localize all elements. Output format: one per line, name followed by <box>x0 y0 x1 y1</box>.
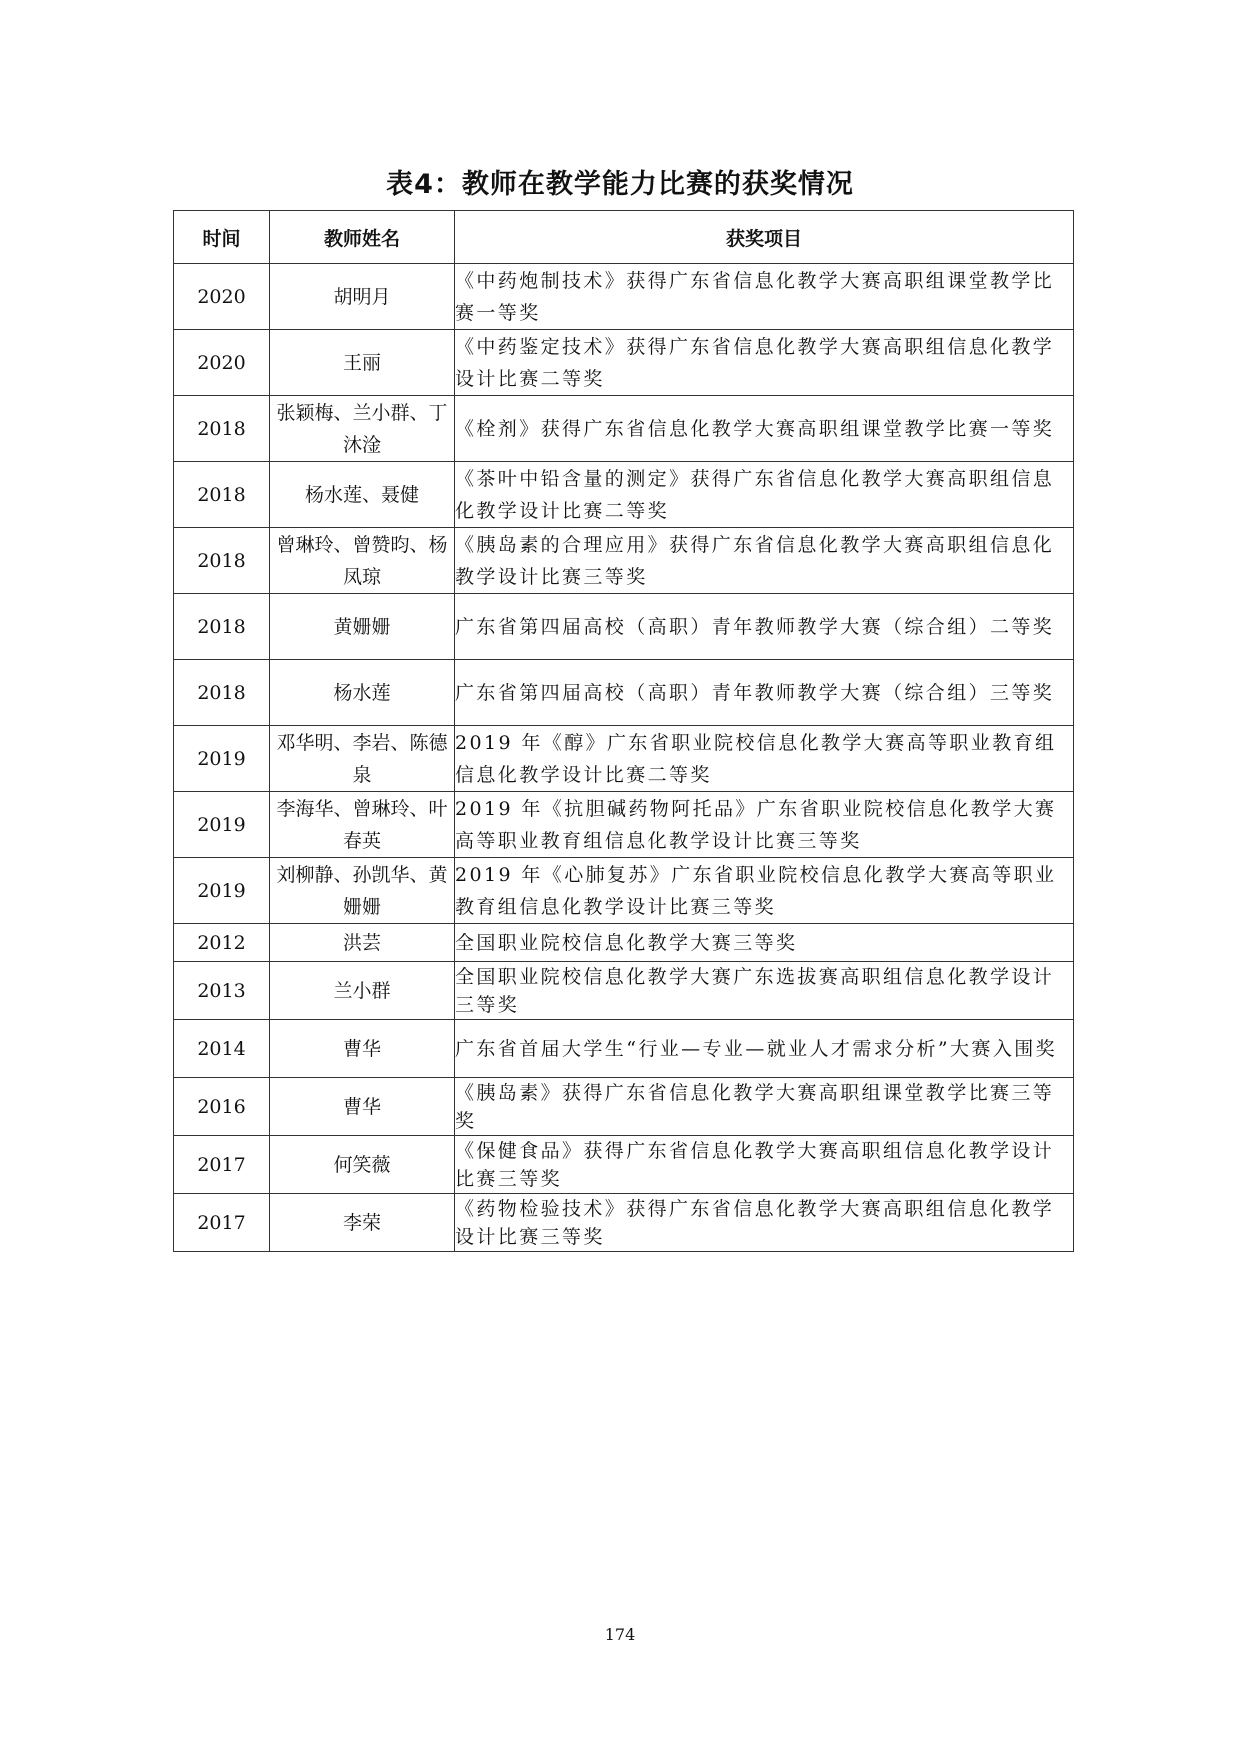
award-cell: 全国职业院校信息化教学大赛广东选拔赛高职组信息化教学设计三等奖 <box>455 962 1074 1020</box>
table-row <box>174 594 1074 660</box>
teacher-cell: 李荣 <box>270 1194 455 1252</box>
teacher-cell: 杨水莲、聂健 <box>270 462 455 528</box>
column-header-award: 获奖项目 <box>455 211 1074 264</box>
year-cell: 2017 <box>174 1136 270 1194</box>
page-title: 表4：教师在教学能力比赛的获奖情况 <box>386 169 854 200</box>
award-cell: 《胰岛素的合理应用》获得广东省信息化教学大赛高职组信息化教学设计比赛三等奖 <box>455 528 1074 594</box>
year-cell: 2018 <box>174 594 270 660</box>
table-row <box>174 726 1074 792</box>
teacher-cell: 王丽 <box>270 330 455 396</box>
award-cell: 广东省第四届高校（高职）青年教师教学大赛（综合组）二等奖 <box>455 594 1074 660</box>
year-cell: 2016 <box>174 1078 270 1136</box>
year-cell: 2020 <box>174 330 270 396</box>
year-cell: 2017 <box>174 1194 270 1252</box>
table-row <box>174 1020 1074 1078</box>
teacher-cell: 兰小群 <box>270 962 455 1020</box>
award-cell: 广东省第四届高校（高职）青年教师教学大赛（综合组）三等奖 <box>455 660 1074 726</box>
year-cell: 2014 <box>174 1020 270 1078</box>
teacher-cell: 张颖梅、兰小群、丁沐淦 <box>270 396 455 462</box>
teacher-cell: 曹华 <box>270 1020 455 1078</box>
year-cell: 2018 <box>174 396 270 462</box>
award-cell: 《胰岛素》获得广东省信息化教学大赛高职组课堂教学比赛三等奖 <box>455 1078 1074 1136</box>
awards-table <box>173 210 1074 1252</box>
award-cell: 广东省首届大学生“行业—专业—就业人才需求分析”大赛入围奖 <box>455 1020 1074 1078</box>
award-cell: 《栓剂》获得广东省信息化教学大赛高职组课堂教学比赛一等奖 <box>455 396 1074 462</box>
table-row <box>174 858 1074 924</box>
award-cell: 全国职业院校信息化教学大赛三等奖 <box>455 924 1074 962</box>
year-cell: 2013 <box>174 962 270 1020</box>
award-cell: 《保健食品》获得广东省信息化教学大赛高职组信息化教学设计比赛三等奖 <box>455 1136 1074 1194</box>
table-row <box>174 924 1074 962</box>
award-cell: 《中药鉴定技术》获得广东省信息化教学大赛高职组信息化教学设计比赛二等奖 <box>455 330 1074 396</box>
page-number: 174 <box>604 1625 636 1644</box>
table-row <box>174 962 1074 1020</box>
table-row <box>174 396 1074 462</box>
year-cell: 2018 <box>174 660 270 726</box>
table-row <box>174 1136 1074 1194</box>
column-header-time: 时间 <box>174 211 270 264</box>
table-row <box>174 264 1074 330</box>
table-row <box>174 462 1074 528</box>
teacher-cell: 邓华明、李岩、陈德泉 <box>270 726 455 792</box>
award-cell: 《药物检验技术》获得广东省信息化教学大赛高职组信息化教学设计比赛三等奖 <box>455 1194 1074 1252</box>
year-cell: 2012 <box>174 924 270 962</box>
teacher-cell: 刘柳静、孙凯华、黄姗姗 <box>270 858 455 924</box>
year-cell: 2018 <box>174 528 270 594</box>
award-cell: 2019 年《心肺复苏》广东省职业院校信息化教学大赛高等职业教育组信息化教学设计比赛三等奖 <box>455 858 1074 924</box>
column-header-teacher: 教师姓名 <box>270 211 455 264</box>
teacher-cell: 何笑薇 <box>270 1136 455 1194</box>
year-cell: 2019 <box>174 726 270 792</box>
award-cell: 2019 年《抗胆碱药物阿托品》广东省职业院校信息化教学大赛高等职业教育组信息化教学设计比赛三等奖 <box>455 792 1074 858</box>
year-cell: 2020 <box>174 264 270 330</box>
award-cell: 《中药炮制技术》获得广东省信息化教学大赛高职组课堂教学比赛一等奖 <box>455 264 1074 330</box>
table-header-row <box>174 211 1074 264</box>
teacher-cell: 杨水莲 <box>270 660 455 726</box>
award-cell: 2019 年《醇》广东省职业院校信息化教学大赛高等职业教育组信息化教学设计比赛二等奖 <box>455 726 1074 792</box>
table-row <box>174 660 1074 726</box>
table-row <box>174 792 1074 858</box>
year-cell: 2019 <box>174 858 270 924</box>
teacher-cell: 洪芸 <box>270 924 455 962</box>
teacher-cell: 胡明月 <box>270 264 455 330</box>
teacher-cell: 曾琳玲、曾赞昀、杨凤琼 <box>270 528 455 594</box>
table-row <box>174 330 1074 396</box>
table-row <box>174 1078 1074 1136</box>
table-row <box>174 1194 1074 1252</box>
year-cell: 2018 <box>174 462 270 528</box>
teacher-cell: 李海华、曾琳玲、叶春英 <box>270 792 455 858</box>
award-cell: 《茶叶中铅含量的测定》获得广东省信息化教学大赛高职组信息化教学设计比赛二等奖 <box>455 462 1074 528</box>
year-cell: 2019 <box>174 792 270 858</box>
table-row <box>174 528 1074 594</box>
teacher-cell: 曹华 <box>270 1078 455 1136</box>
teacher-cell: 黄姗姗 <box>270 594 455 660</box>
